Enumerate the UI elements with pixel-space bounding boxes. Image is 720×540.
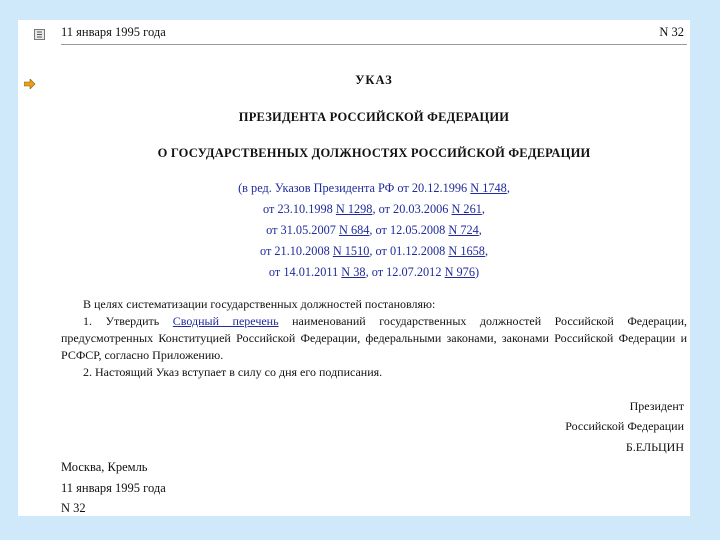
header-date: 11 января 1995 года <box>61 25 166 39</box>
editions-text: , от 12.05.2008 <box>369 223 449 237</box>
editions-text: , <box>481 202 485 216</box>
doc-info-icon[interactable] <box>34 27 45 38</box>
footer-place: Москва, Кремль <box>61 460 148 474</box>
edition-link-1658[interactable]: N 1658 <box>448 244 485 258</box>
editions-text: , <box>478 223 482 237</box>
editions-text: от 23.10.1998 <box>263 202 336 216</box>
edition-link-684[interactable]: N 684 <box>338 223 370 237</box>
decree-type: УКАЗ <box>355 73 393 87</box>
edition-link-976[interactable]: N 976 <box>444 265 475 279</box>
decree-issuer: ПРЕЗИДЕНТА РОССИЙСКОЙ ФЕДЕРАЦИИ <box>238 110 510 124</box>
signature-name: Б.ЕЛЬЦИН <box>625 440 684 454</box>
editions-text: от 21.10.2008 <box>259 244 333 258</box>
intro-paragraph: В целях систематизации государственных должностей постановляю: <box>83 297 436 311</box>
edition-link-1510[interactable]: N 1510 <box>332 244 370 258</box>
header-number: N 32 <box>659 25 684 39</box>
editions-text: от 31.05.2007 <box>266 223 339 237</box>
editions-line-3 <box>61 223 687 238</box>
header-divider <box>61 44 687 45</box>
editions-text: , <box>484 244 489 258</box>
summary-list-link[interactable]: Сводный перечень <box>172 314 279 328</box>
signature-position-2: Российской Федерации <box>565 419 684 433</box>
editions-text: от 14.01.2011 <box>268 265 342 279</box>
item-1-text: наименований государственных должностей Российской Федерации, предусмотренных Конституцией Российской Федерации, федеральными законами, законами Российской Федерации и РСФСР, согласно Приложению. <box>61 314 687 362</box>
item-1-paragraph <box>61 313 687 364</box>
footer-date: 11 января 1995 года <box>61 481 166 495</box>
decree-body <box>61 296 687 381</box>
editions-line-1 <box>61 181 687 196</box>
editions-text: , от 20.03.2006 <box>372 202 452 216</box>
edition-link-1298[interactable]: N 1298 <box>335 202 373 216</box>
decree-subject: О ГОСУДАРСТВЕННЫХ ДОЛЖНОСТЯХ РОССИЙСКОЙ ФЕДЕРАЦИИ <box>157 146 591 160</box>
editions-text: , <box>506 181 510 195</box>
edition-link-724[interactable]: N 724 <box>448 223 479 237</box>
editions-line-4 <box>61 244 687 259</box>
item-2-paragraph: 2. Настоящий Указ вступает в силу со дня его подписания. <box>83 365 383 379</box>
editions-text: ) <box>474 265 480 279</box>
item-1-prefix: 1. Утвердить <box>83 314 173 328</box>
editions-text: (в ред. Указов Президента РФ от 20.12.1996 <box>238 181 471 195</box>
editions-line-5 <box>61 265 687 280</box>
editions-line-2 <box>61 202 687 217</box>
document-page <box>18 20 690 516</box>
edition-link-38[interactable]: N 38 <box>341 265 366 279</box>
footer-number: N 32 <box>61 501 86 515</box>
edition-link-1748[interactable]: N 1748 <box>470 181 507 195</box>
arrow-right-icon[interactable] <box>24 76 36 86</box>
editions-text: , от 01.12.2008 <box>369 244 449 258</box>
edition-link-261[interactable]: N 261 <box>451 202 482 216</box>
signature-position-1: Президент <box>629 399 684 413</box>
editions-text: , от 12.07.2012 <box>365 265 445 279</box>
